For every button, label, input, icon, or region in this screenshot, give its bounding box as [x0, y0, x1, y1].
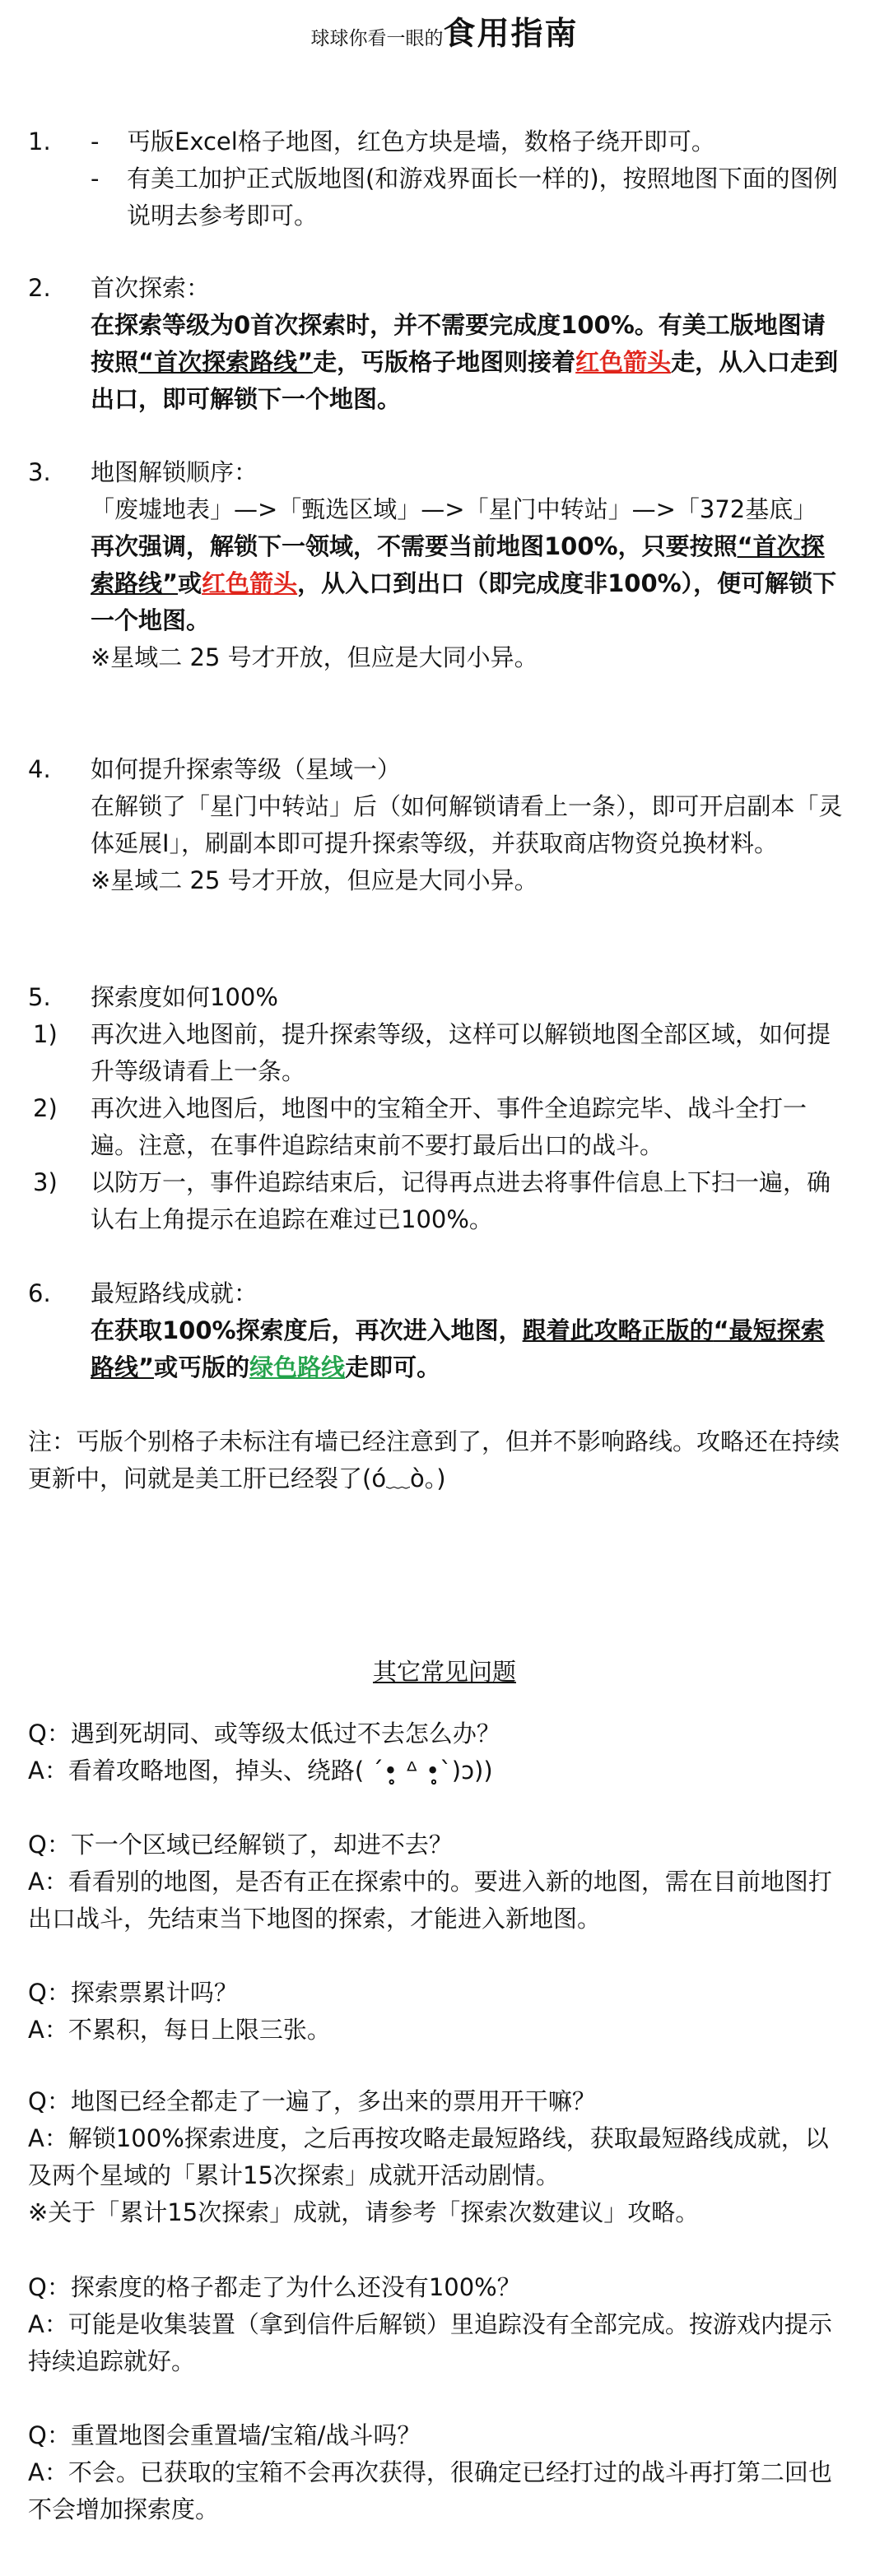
green-route-label: 绿色路线 — [249, 1353, 346, 1381]
section-note: ※星域二 25 号才开放，但应是大同小异。 — [91, 643, 538, 671]
faq-question: Q：下一个区域已经解锁了，却进不去？ — [28, 1831, 453, 1859]
faq-answer: A：不会。已获取的宝箱不会再次获得，很确定已经打过的战斗再打第二回也不会增加探索度。 — [28, 2458, 832, 2523]
section-bold-text: 在获取100%探索度后，再次进入地图，跟着此攻略正版的“最短探索路线”或丐版的绿色路线走即可。 — [91, 1316, 825, 1381]
faq-question: Q：遇到死胡同、或等级太低过不去怎么办？ — [28, 1720, 500, 1748]
faq-question: Q：重置地图会重置墙/宝箱/战斗吗？ — [28, 2421, 421, 2449]
unlock-order: 「废墟地表」—>「甄选区域」—>「星门中转站」—>「372基底」 — [91, 495, 817, 523]
list-item: 1) 再次进入地图前，提升探索等级，这样可以解锁地图全部区域，如何提升等级请看上一条。 — [33, 1020, 831, 1085]
section-heading: 首次探索： — [91, 274, 211, 302]
faq-item — [28, 1975, 843, 2049]
faq-question: Q：探索度的格子都走了为什么还没有100%？ — [28, 2273, 521, 2301]
section-text: 在解锁了「星门中转站」后（如何解锁请看上一条），即可开启副本「灵体延展Ⅰ」，刷副本即可提升探索等级，并获取商店物资兑换材料。 — [91, 792, 843, 857]
section-number: 6. — [28, 1279, 51, 1307]
guide-title — [0, 12, 889, 62]
red-arrow-label: 红色箭头 — [575, 348, 672, 376]
section-number: 5. — [28, 983, 51, 1011]
section-heading: 如何提升探索等级（星域一） — [91, 755, 402, 783]
faq-answer: A：可能是收集装置（拿到信件后解锁）里追踪没有全部完成。按游戏内提示持续追踪就好。 — [28, 2310, 832, 2375]
section-bold-text: 在探索等级为0首次探索时，并不需要完成度100%。有美工版地图请按照“首次探索路线”走，丐版格子地图则接着红色箭头走，从入口走到出口，即可解锁下一个地图。 — [91, 311, 839, 413]
faq-item — [28, 2269, 843, 2380]
red-arrow-label: 红色箭头 — [202, 569, 298, 597]
faq-answer: A：解锁100%探索进度，之后再按攻略走最短路线，获取最短路线成就，以及两个星域的「累计15次探索」成就开活动剧情。 — [28, 2124, 829, 2189]
section-note: ※星域二 25 号才开放，但应是大同小异。 — [91, 866, 538, 894]
faq-question: Q：地图已经全都走了一遍了，多出来的票用开干嘛？ — [28, 2087, 596, 2115]
faq-item — [28, 1826, 843, 1938]
title-main: 食用指南 — [443, 16, 579, 53]
list-item: 2) 再次进入地图后，地图中的宝箱全开、事件全追踪完毕、战斗全打一遍。注意，在事件追踪结束前不要打最后出口的战斗。 — [33, 1094, 808, 1159]
section-number: 3. — [28, 458, 51, 486]
title-prefix: 球球你看一眼的 — [310, 28, 444, 49]
section-number: 1. — [28, 128, 51, 155]
list-item: 3) 以防万一，事件追踪结束后，记得再点进去将事件信息上下扫一遍，确认右上角提示在追踪在难过已100%。 — [33, 1168, 831, 1233]
faq-item — [28, 1715, 843, 1789]
faq-extra-note: ※关于「累计15次探索」成就，请参考「探索次数建议」攻略。 — [28, 2198, 700, 2226]
footnote: 注：丐版个别格子未标注有墙已经注意到了，但并不影响路线。攻略还在持续更新中，问就是美工肝已经裂了(ó﹏ò。) — [28, 1427, 840, 1492]
faq-answer: A：不累积，每日上限三张。 — [28, 2016, 331, 2044]
section-number: 2. — [28, 274, 51, 302]
faq-answer: A：看看别的地图，是否有正在探索中的。要进入新的地图，需在目前地图打出口战斗，先结束当下地图的探索，才能进入新地图。 — [28, 1868, 832, 1933]
section-bold-text: 再次强调，解锁下一领域，不需要当前地图100%，只要按照“首次探索路线”或红色箭头，从入口到出口（即完成度非100%），便可解锁下一个地图。 — [91, 532, 837, 634]
list-item: - 丐版Excel格子地图，红色方块是墙，数格子绕开即可。 — [91, 128, 715, 155]
section-number: 4. — [28, 755, 51, 783]
faq-answer: A：看着攻略地图，掉头、绕路( ´•̥̥̥ ᐞ •̥̥̥`)ɔ)) — [28, 1757, 493, 1785]
faq-title: 其它常见问题 — [372, 1658, 516, 1686]
faq-item — [28, 2083, 843, 2231]
section-heading: 地图解锁顺序： — [91, 458, 258, 486]
section-heading: 最短路线成就： — [91, 1279, 258, 1307]
faq-item — [28, 2417, 843, 2528]
list-item: - 有美工加护正式版地图(和游戏界面长一样的)，按照地图下面的图例说明去参考即可。 — [91, 165, 838, 230]
faq-question: Q：探索票累计吗？ — [28, 1979, 238, 2007]
section-heading: 探索度如何100% — [91, 983, 278, 1011]
